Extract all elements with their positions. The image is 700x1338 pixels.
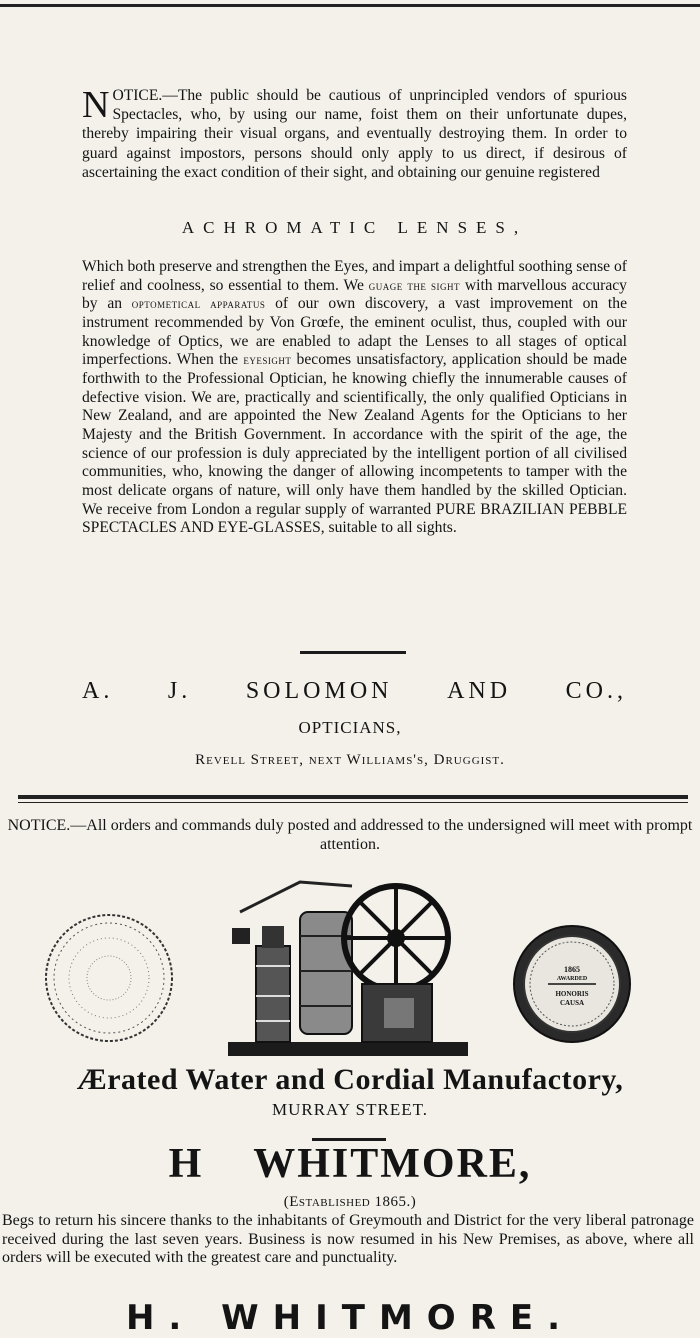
firm-word-4: AND <box>447 678 512 704</box>
body-emphasis-2: optometical apparatus <box>131 297 266 312</box>
body-emphasis-3: eyesight <box>243 353 292 368</box>
body-text-1: Which both preserve and strengthen the Eyes, and impart a delightful soothing sense of relief and coolness, so essential to them. We <box>82 258 627 294</box>
medal-honoris: HONORIS <box>555 990 589 998</box>
proprietor-surname: WHITMORE, <box>253 1141 532 1187</box>
top-rule <box>0 4 700 7</box>
medal-awarded: AWARDED <box>556 976 588 982</box>
factory-illustration <box>0 866 700 1066</box>
separator-rule-thin <box>18 802 688 803</box>
footer-banner: H. WHITMORE. <box>125 1298 575 1338</box>
left-medal-icon <box>46 915 172 1041</box>
firm-word-1: A. <box>82 678 114 704</box>
medal-causa: CAUSA <box>559 999 585 1007</box>
bottling-machine-icon <box>228 882 468 1056</box>
firm-address: Revell Street, next Williams's, Druggist. <box>195 752 505 768</box>
body-text-3: of our own discovery, a vast improvement on the instrument recommended by Von Grœfe, the eminent oculist, thus, coupled with our knowledge of Optics, we are enabled to adapt the Lenses to all stages of optical imperfections. When the <box>82 295 627 369</box>
medal-year: 1865 <box>564 965 580 974</box>
body-emphasis-1: guage the sight <box>368 278 461 293</box>
firm-role: OPTICIANS, <box>298 718 402 737</box>
firm-word-3: SOLOMON <box>245 678 393 704</box>
body-text-2: with marvellous accuracy by an <box>82 276 627 313</box>
factory-street: MURRAY STREET. <box>271 1100 428 1119</box>
thanks-paragraph: Begs to return his sincere thanks to the inhabitants of Greymouth and District for the very liberal patronage received during the last seven years. Business is now resumed in his New Premises, as above, where all orders will be executed with the greatest care and punctuality. <box>2 1212 694 1267</box>
lenses-heading: ACHROMATIC LENSES, <box>181 218 528 237</box>
right-medal-icon <box>514 926 630 1042</box>
proprietor-name <box>0 1140 700 1188</box>
firm-word-2: J. <box>167 678 192 704</box>
notice-text: OTICE.—The public should be cautious of unprincipled vendors of spurious Spectacles, who, by using our name, foist them on their unfortunate dupes, thereby impairing their visual organs, and eventually destroying them. In order to guard against impostors, persons should only apply to us direct, if desirous of ascertaining the exact condition of their sight, and obtaining our genuine registered <box>82 87 627 181</box>
body-text-4: becomes unsatisfactory, application should be made forthwith to the Professional Optician, he knowing chiefly the innumerable causes of defective vision. We are, practically and scientifically, the only qualified Opticians in New Zealand, and are appointed the New Zealand Agents for the Opticians to her Majesty and the British Government. In accordance with the spirit of the age, the science of our profession is duly appreciated by the intelligent portion of all civilised communities, who, knowing the danger of allowing incompetents to tamper with the most delicate organs of nature, will only have them handled by the skilled Optician. We receive from London a regular supply of warranted PURE BRAZILIAN PEBBLE SPECTACLES AND EYE-GLASSES, suitable to all sights. <box>82 351 627 537</box>
orders-notice: NOTICE.—All orders and commands duly posted and addressed to the undersigned will meet with prompt attention. <box>7 817 693 853</box>
lenses-description <box>82 258 627 538</box>
section-divider <box>300 651 406 654</box>
notice-drop-cap: N <box>82 84 110 126</box>
established-date: (Established 1865.) <box>283 1194 417 1210</box>
firm-name <box>82 678 627 705</box>
factory-title: Ærated Water and Cordial Manufactory, <box>76 1063 624 1096</box>
spectacles-notice <box>82 86 627 182</box>
separator-rule-thick <box>18 795 688 799</box>
firm-word-5: CO., <box>565 678 627 704</box>
proprietor-initial: H <box>168 1141 204 1187</box>
